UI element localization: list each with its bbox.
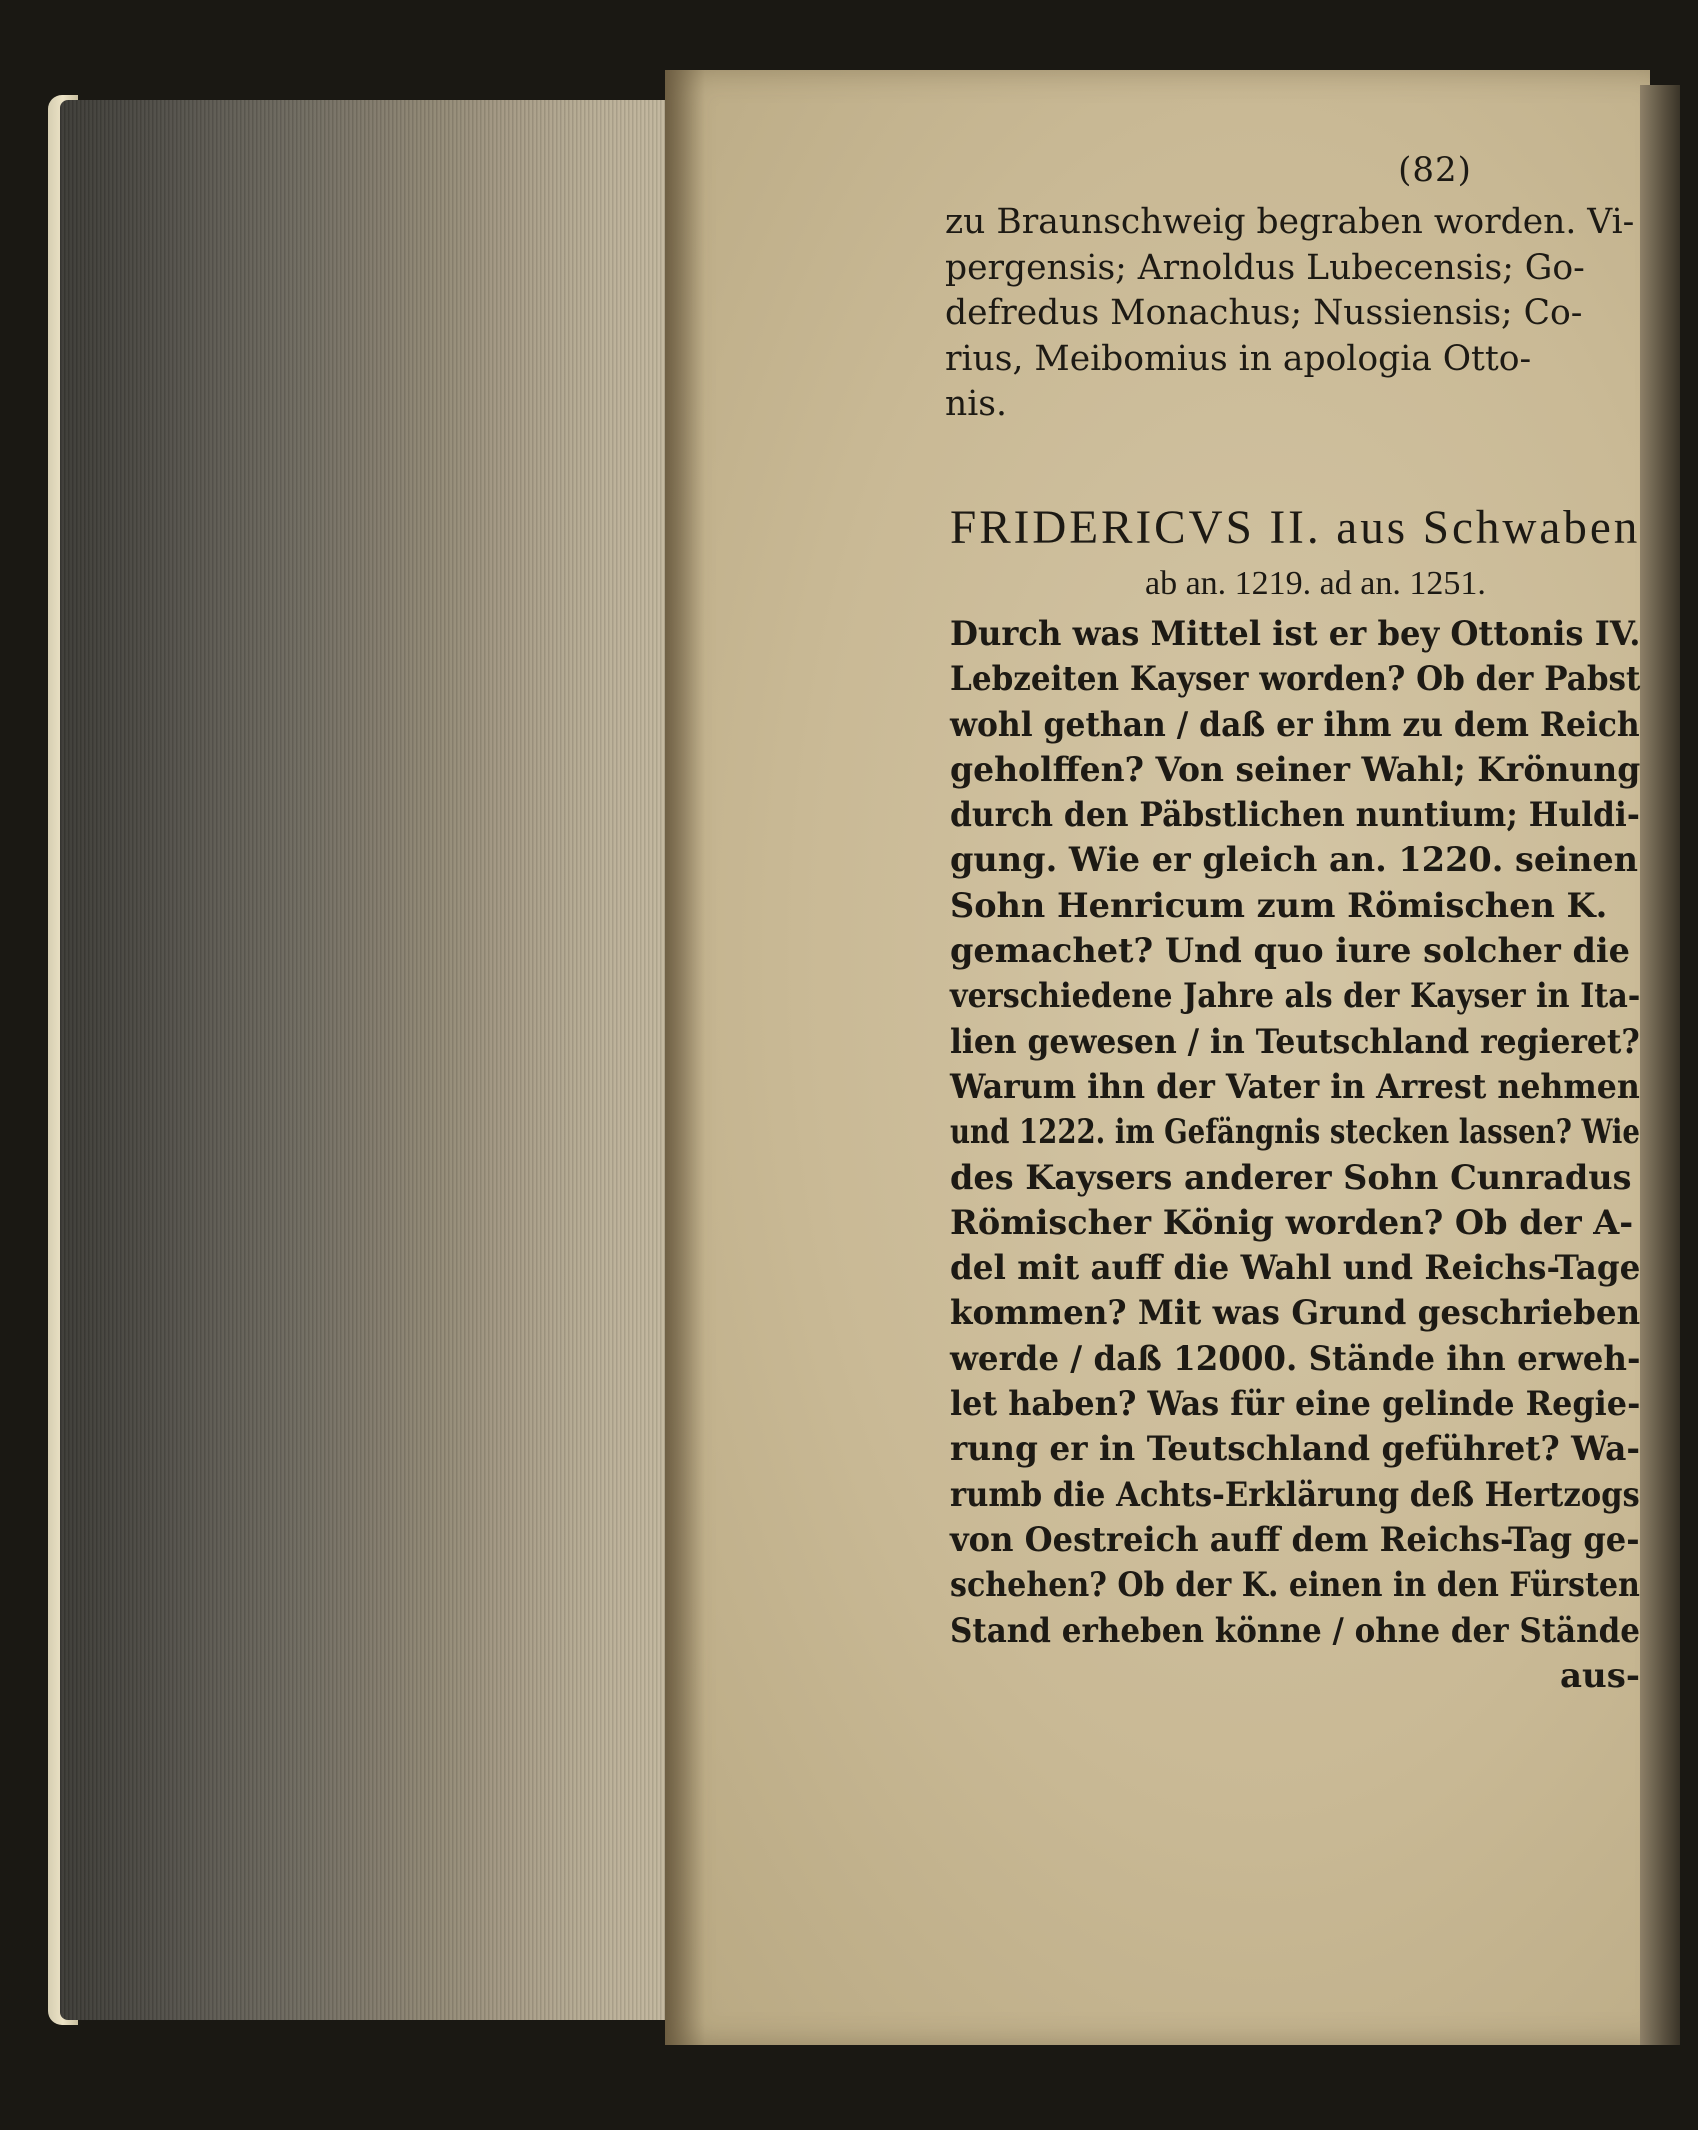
body-line: werde / daß 12000. Stände ihn erweh- [950,1338,1641,1379]
body-line: Warum ihn der Vater in Arrest nehmen [950,1066,1640,1107]
page-edges-texture [60,100,680,2020]
body-line: Sohn Henricum zum Römischen K. [950,885,1608,926]
body-line: gemachet? Und quo iure solcher die [950,931,1630,972]
body-line: del mit auff die Wahl und Reichs-Tage [950,1248,1641,1289]
page-text [945,150,1645,428]
intro-line: nis. [945,384,1007,424]
body-line: und 1222. im Gefängnis stecken lassen? Wie [950,1112,1640,1153]
intro-line: defredus Monachus; Nussiensis; Co- [945,293,1583,333]
body-line: schehen? Ob der K. einen in den Fürsten [950,1565,1640,1606]
body-line: Durch was Mittel ist er bey Ottonis IV. [950,614,1641,654]
body-line: let haben? Was für eine gelinde Regie- [950,1384,1641,1425]
intro-line: pergensis; Arnoldus Lubecensis; Go- [945,247,1585,288]
page-number: (82) [1398,150,1472,190]
body-line: kommen? Mit was Grund geschrieben [950,1293,1641,1334]
body-line: durch den Päbstlichen nuntium; Huldi- [950,795,1640,836]
body-line: Römischer König worden? Ob der A- [950,1202,1634,1243]
body-line: verschiedene Jahre als der Kayser in Ita- [950,976,1641,1017]
body-text [950,612,1650,1699]
intro-line: zu Braunschweig begraben worden. Vi- [945,202,1635,242]
body-line: rumb die Achts-Erklärung deß Hertzogs [950,1474,1640,1515]
body-line: lien gewesen / in Teutschland regieret? [950,1021,1640,1062]
body-line: gung. Wie er gleich an. 1220. seinen [950,840,1639,881]
body-line: von Oestreich auff dem Reichs-Tag ge- [950,1519,1640,1560]
intro-line: rius, Meibomius in apologia Otto- [945,338,1532,379]
body-line: rung er in Teutschland geführet? Wa- [950,1429,1640,1470]
section-subheading: ab an. 1219. ad an. 1251. [1145,565,1486,602]
body-line: Stand erheben könne / ohne der Stände [950,1610,1641,1651]
page-gutter-shadow [665,70,705,2045]
section-heading: FRIDERICVS II. aus Schwaben [950,501,1641,554]
catchword: aus- [1559,1655,1640,1696]
body-line: des Kaysers anderer Sohn Cunradus [950,1157,1632,1198]
body-line: Lebzeiten Kayser worden? Ob der Pabst [950,659,1641,700]
body-line: wohl gethan / daß er ihm zu dem Reich [950,704,1640,745]
body-line: geholffen? Von seiner Wahl; Krönung [950,749,1641,790]
